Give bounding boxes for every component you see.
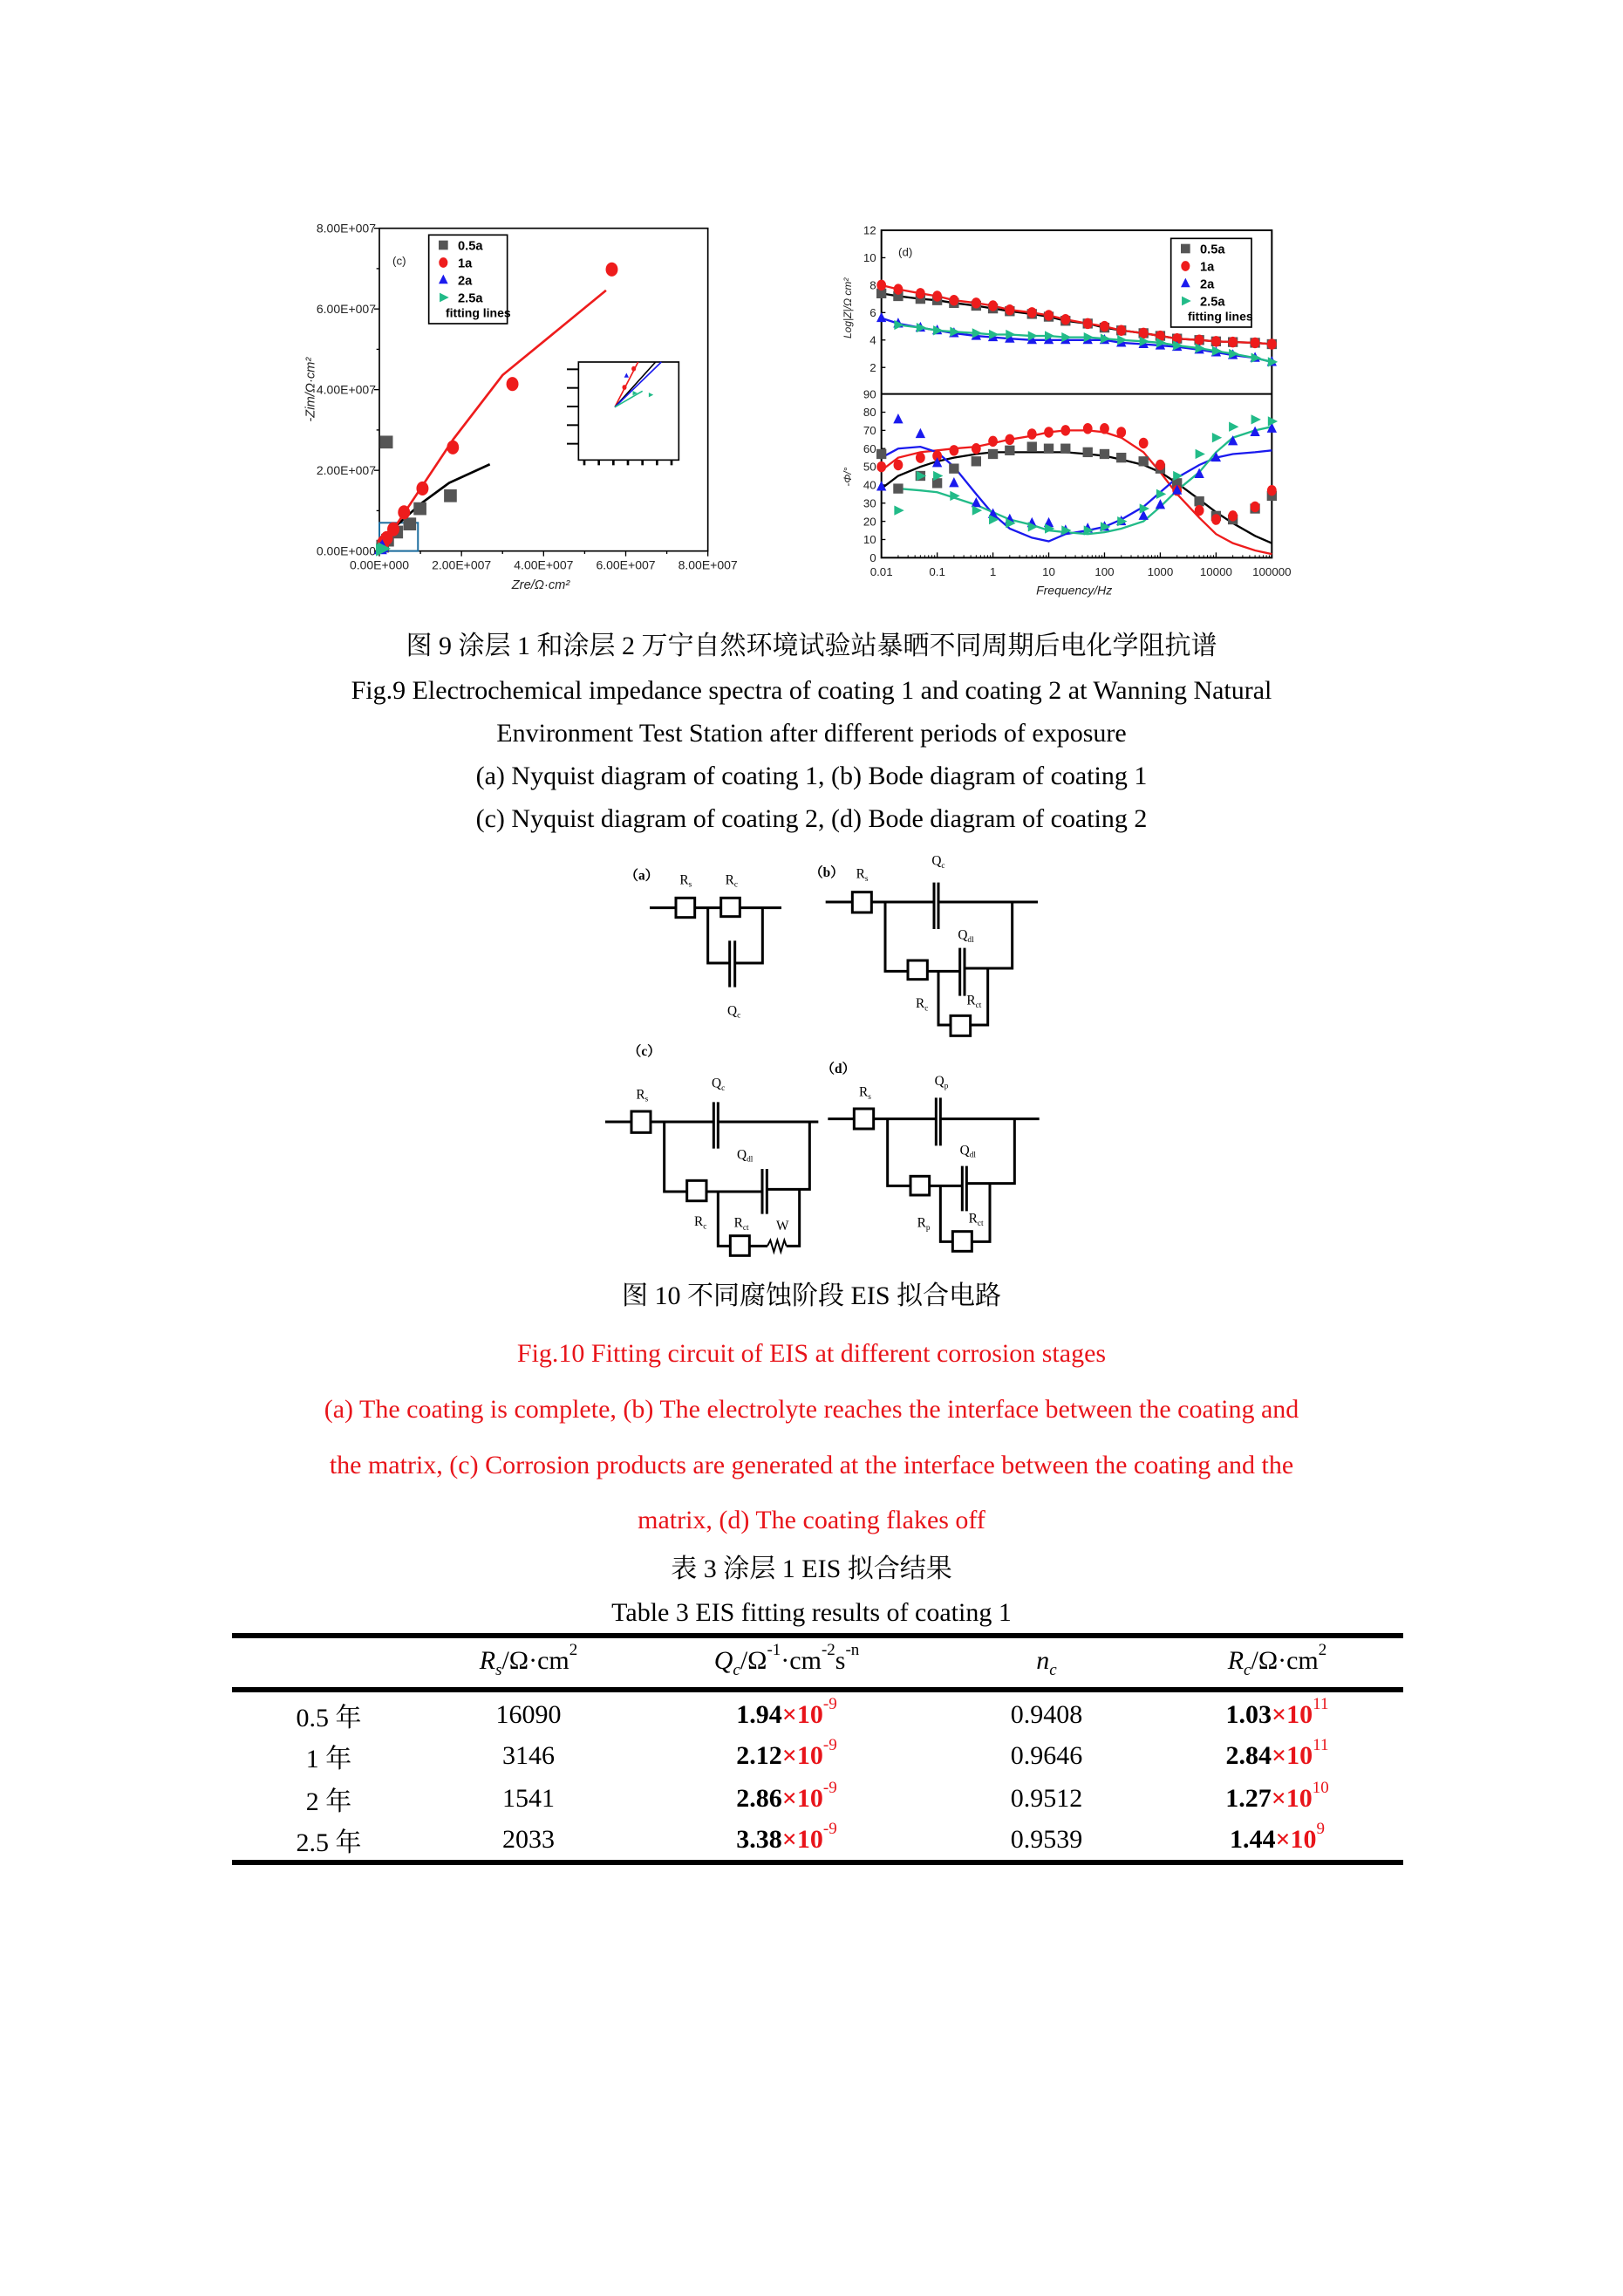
label-qdl: $Q_{dl}$ — [958, 927, 974, 945]
panel-label: (d) — [898, 245, 913, 259]
cell-nc: 0.9512 — [1010, 1783, 1083, 1813]
fig9-title-cn: 图 9 涂层 1 和涂层 2 万宁自然环境试验站暴晒不同周期后电化学阻抗谱 — [406, 632, 1217, 660]
y-bottom-tick-label: 70 — [863, 424, 876, 438]
legend-label: 2a — [458, 274, 473, 289]
label-qdl: $Q_{dl}$ — [737, 1147, 754, 1165]
fig10-description-3: matrix, (d) The coating flakes off — [638, 1506, 985, 1534]
data-point-1a — [398, 505, 410, 519]
capacitor-qc-symbol — [730, 940, 735, 987]
eis-fitting-results-table — [232, 1633, 1403, 1865]
y-top-tick-label: 12 — [863, 223, 876, 237]
impedance-point-1a — [1100, 321, 1109, 331]
phase-point-1a — [916, 452, 925, 462]
phase-point-1a — [1100, 423, 1109, 434]
phase-point-1a — [988, 436, 998, 447]
table3-title-cn: 表 3 涂层 1 EIS 拟合结果 — [671, 1555, 952, 1583]
y-bottom-tick-label: 10 — [863, 533, 876, 547]
x-tick-label: 1 — [989, 565, 997, 578]
phase-point-1a — [1195, 505, 1204, 516]
phase-point-1a — [876, 461, 886, 472]
data-point-1a — [416, 482, 428, 495]
y-tick-label: 6.00E+007 — [316, 301, 376, 316]
y-bottom-tick-label: 90 — [863, 387, 876, 401]
phase-point-1a — [1116, 427, 1126, 437]
phase-point-0.5a — [1060, 444, 1070, 454]
y-axis-label-bottom: -Φ/° — [842, 467, 854, 487]
phase-point-0.5a — [972, 456, 981, 466]
y-tick-label: 8.00E+007 — [316, 221, 376, 236]
circuit-d — [828, 1097, 1039, 1251]
x-axis-label: Frequency/Hz — [1036, 583, 1113, 598]
header-qc: $Q_c/\Omega^{-1}\cdot cm^{-2}s^{-n}$ — [713, 1640, 860, 1679]
phase-point-0.5a — [1005, 446, 1014, 455]
fig10-title-en: Fig.10 Fitting circuit of EIS at different corrosion stages — [516, 1339, 1107, 1368]
label-qc: $Q_c$ — [712, 1076, 726, 1093]
capacitor-qc-symbol — [934, 883, 938, 929]
impedance-point-1a — [916, 288, 925, 298]
table-row — [232, 1820, 1403, 1862]
resistor-rs-symbol — [676, 898, 695, 917]
resistor-rc-symbol — [908, 960, 927, 980]
impedance-point-1a — [1083, 318, 1093, 329]
label-rs: $R_s$ — [859, 1084, 871, 1102]
legend-marker-0.5a — [439, 241, 448, 250]
phase-point-1a — [1044, 427, 1054, 437]
cell-rc: $2.84\times 10^{11}$ — [1225, 1735, 1329, 1770]
phase-point-2.5a — [1212, 433, 1222, 442]
label-w: W — [776, 1219, 789, 1233]
impedance-point-1a — [988, 300, 998, 311]
x-tick-label: 6.00E+007 — [596, 557, 656, 572]
label-rct: $R_{ct}$ — [966, 993, 982, 1010]
table-row — [232, 1777, 1403, 1820]
header-rc: $R_c/\Omega\cdot cm^2$ — [1227, 1640, 1327, 1679]
resistor-rct-symbol — [952, 1232, 972, 1252]
resistor-rc-symbol — [687, 1180, 706, 1200]
legend-label: 2a — [1200, 277, 1215, 292]
data-point-1a — [507, 377, 519, 391]
impedance-point-2a — [876, 312, 886, 322]
inset-frame — [578, 362, 679, 460]
label-rc: $R_c$ — [694, 1214, 707, 1232]
cell-qc: $2.12\times 10^{-9}$ — [736, 1735, 837, 1770]
label-qp: $Q_p$ — [934, 1074, 949, 1091]
data-point-0.5a — [413, 502, 426, 516]
resistor-rs-symbol — [854, 1109, 873, 1129]
x-tick-label: 8.00E+007 — [678, 557, 738, 572]
table-row — [232, 1734, 1403, 1777]
data-point-0.5a — [444, 489, 457, 502]
label-rct: $R_{ct}$ — [968, 1211, 984, 1228]
fig9-title-en-1: Fig.9 Electrochemical impedance spectra of coating 1 and coating 2 at Wanning Natural — [351, 676, 1272, 705]
panel-label: (c) — [392, 254, 406, 268]
header-period — [232, 1636, 426, 1690]
nyquist-chart — [297, 209, 855, 602]
impedance-point-1a — [932, 290, 942, 301]
impedance-point-1a — [1060, 314, 1070, 325]
impedance-point-1a — [1116, 325, 1126, 336]
phase-point-0.5a — [988, 449, 998, 459]
fig10-title-cn: 图 10 不同腐蚀阶段 EIS 拟合电路 — [622, 1281, 1001, 1310]
resistor-rp-symbol — [910, 1176, 930, 1195]
phase-point-1a — [1211, 514, 1221, 524]
phase-point-1a — [894, 460, 904, 470]
phase-point-1a — [949, 445, 958, 455]
fig9-subcaption-1: (a) Nyquist diagram of coating 1, (b) Bode diagram of coating 1 — [475, 762, 1148, 790]
y-axis-label-top: Log|Z|/Ω cm² — [842, 277, 854, 339]
label-rs: $R_s$ — [636, 1087, 649, 1104]
legend-fit-label: fitting lines — [446, 305, 511, 320]
phase-point-1a — [1251, 502, 1260, 512]
phase-point-2.5a — [1196, 449, 1205, 459]
label-rct: $R_{ct}$ — [733, 1215, 749, 1233]
phase-point-2a — [893, 413, 903, 423]
capacitor-qdl-symbol — [762, 1169, 767, 1214]
phase-point-1a — [1083, 423, 1093, 434]
cell-rc: $1.03\times 10^{11}$ — [1225, 1695, 1329, 1729]
y-axis-label: -Zim/Ω·cm² — [303, 357, 318, 422]
phase-point-1a — [1156, 460, 1165, 470]
x-tick-label: 10000 — [1199, 565, 1232, 578]
phase-point-0.5a — [1100, 449, 1109, 459]
phase-point-2a — [949, 477, 958, 487]
cell-period: 0.5 年 — [296, 1704, 362, 1732]
circuit-a-label: （a） — [624, 868, 658, 884]
impedance-point-1a — [972, 297, 981, 308]
legend-label: 0.5a — [458, 239, 483, 254]
impedance-point-1a — [894, 284, 904, 294]
x-tick-label: 0.1 — [929, 565, 945, 578]
fig10-description-2: the matrix, (c) Corrosion products are generated at the interface between the coating and the — [329, 1451, 1294, 1479]
capacitor-qp-symbol — [936, 1097, 940, 1145]
y-top-tick-label: 6 — [869, 306, 876, 319]
legend-label: 1a — [1200, 260, 1215, 275]
legend-label: 0.5a — [1200, 243, 1225, 257]
y-bottom-tick-label: 30 — [863, 496, 876, 510]
label-rs: $R_s$ — [679, 872, 692, 890]
capacitor-qdl-symbol — [960, 948, 965, 996]
impedance-point-1a — [1251, 338, 1260, 348]
legend-marker-1a — [1181, 261, 1190, 271]
legend-label: 2.5a — [458, 291, 483, 306]
resistor-rs-symbol — [631, 1111, 651, 1132]
inset-data-point — [631, 366, 636, 372]
warburg-element-symbol — [767, 1240, 787, 1252]
x-tick-label: 0.00E+000 — [349, 557, 410, 572]
equivalent-circuits — [262, 846, 1395, 1265]
resistor-rct-symbol — [951, 1015, 971, 1035]
y-tick-label: 2.00E+007 — [316, 462, 376, 477]
label-qc: $Q_c$ — [727, 1003, 741, 1021]
legend — [429, 235, 511, 324]
bode-chart — [842, 209, 1378, 602]
phase-point-0.5a — [1083, 448, 1093, 457]
data-point-1a — [606, 263, 618, 277]
phase-point-0.5a — [1194, 496, 1204, 506]
y-bottom-tick-label: 80 — [863, 406, 876, 420]
phase-point-0.5a — [876, 449, 886, 459]
fig9-title-en-2: Environment Test Station after different periods of exposure — [496, 719, 1127, 748]
y-tick-label: 0.00E+000 — [316, 543, 376, 558]
cell-rs: 1541 — [502, 1783, 555, 1813]
y-bottom-tick-label: 40 — [863, 478, 876, 492]
legend — [1171, 238, 1253, 327]
circuit-b — [826, 883, 1038, 1036]
phase-point-1a — [1060, 425, 1070, 435]
impedance-point-1a — [876, 280, 886, 290]
y-bottom-tick-label: 50 — [863, 460, 876, 474]
legend-marker-1a — [439, 257, 447, 268]
phase-point-0.5a — [1116, 453, 1126, 462]
cell-qc: $3.38\times 10^{-9}$ — [736, 1820, 837, 1854]
phase-point-1a — [972, 443, 981, 454]
phase-point-1a — [1267, 485, 1277, 495]
impedance-point-1a — [949, 295, 958, 305]
x-tick-label: 10 — [1042, 565, 1055, 578]
x-tick-label: 2.00E+007 — [432, 557, 492, 572]
legend-marker-0.5a — [1181, 244, 1190, 254]
x-tick-label: 1000 — [1147, 565, 1174, 578]
label-qdl: $Q_{dl}$ — [959, 1143, 977, 1160]
x-tick-label: 100000 — [1252, 565, 1292, 578]
phase-point-2a — [916, 428, 925, 438]
cell-rc: $1.27\times 10^{10}$ — [1225, 1778, 1329, 1813]
y-top-tick-label: 8 — [869, 278, 876, 292]
label-rc: $R_c$ — [725, 872, 739, 890]
fig10-description-1: (a) The coating is complete, (b) The electrolyte reaches the interface between the coating and — [324, 1395, 1299, 1424]
resistor-rct-symbol — [730, 1236, 749, 1256]
circuit-d-label: （d） — [821, 1062, 856, 1076]
phase-point-1a — [1228, 510, 1238, 521]
circuit-b-label: （b） — [809, 865, 844, 880]
legend-label: 2.5a — [1200, 295, 1225, 310]
table-header-row — [232, 1636, 1403, 1690]
cell-nc: 0.9539 — [1010, 1825, 1083, 1854]
impedance-point-1a — [1228, 337, 1238, 347]
cell-nc: 0.9646 — [1010, 1740, 1083, 1770]
phase-point-0.5a — [1044, 444, 1054, 454]
label-rc: $R_c$ — [916, 996, 929, 1014]
x-tick-label: 4.00E+007 — [514, 557, 574, 572]
inset-plot — [567, 362, 679, 465]
capacitor-qdl-symbol — [962, 1166, 966, 1212]
cell-nc: 0.9408 — [1010, 1700, 1083, 1729]
phase-point-0.5a — [893, 483, 903, 493]
data-point-0.5a — [404, 517, 417, 530]
inset-data-point — [622, 385, 626, 390]
fig9-subcaption-2: (c) Nyquist diagram of coating 2, (d) Bode diagram of coating 2 — [475, 804, 1148, 833]
circuit-c-label: （c） — [628, 1044, 661, 1059]
cell-rs: 3146 — [502, 1740, 555, 1770]
phase-point-1a — [1139, 438, 1149, 448]
data-point-0.5a — [380, 435, 393, 448]
x-tick-label: 100 — [1095, 565, 1115, 578]
circuit-a — [650, 898, 781, 987]
y-top-tick-label: 10 — [863, 251, 876, 265]
cell-period: 2.5 年 — [296, 1828, 362, 1857]
x-tick-label: 0.01 — [869, 565, 893, 578]
phase-point-2.5a — [1229, 422, 1238, 432]
phase-point-0.5a — [949, 463, 958, 473]
header-nc: $n_c$ — [1036, 1645, 1057, 1679]
legend-fit-label: fitting lines — [1188, 309, 1253, 324]
y-top-tick-label: 4 — [869, 333, 876, 347]
label-rp: $R_p$ — [917, 1215, 931, 1233]
phase-point-0.5a — [1139, 456, 1149, 466]
cell-qc: $1.94\times 10^{-9}$ — [736, 1695, 837, 1729]
data-point-1a — [447, 441, 459, 454]
phase-point-1a — [1027, 428, 1037, 439]
cell-rs: 2033 — [502, 1825, 555, 1854]
cell-period: 2 年 — [305, 1787, 352, 1816]
impedance-point-1a — [1267, 338, 1277, 349]
phase-point-0.5a — [1027, 441, 1037, 451]
y-bottom-tick-label: 60 — [863, 441, 876, 455]
phase-point-2.5a — [894, 505, 904, 515]
cell-rc: $1.44\times 10^9$ — [1229, 1820, 1326, 1854]
phase-point-1a — [1005, 434, 1014, 445]
legend-label: 1a — [458, 256, 473, 271]
impedance-point-1a — [1027, 307, 1037, 318]
header-rs: $R_s/\Omega\cdot cm^2$ — [479, 1640, 578, 1679]
capacitor-qc-symbol — [713, 1102, 718, 1148]
label-rs: $R_s$ — [856, 866, 869, 884]
impedance-point-1a — [1044, 310, 1054, 320]
cell-period: 1 年 — [305, 1744, 352, 1773]
y-bottom-tick-label: 0 — [869, 551, 876, 564]
cell-rs: 16090 — [495, 1700, 562, 1729]
resistor-rs-symbol — [852, 892, 871, 912]
x-axis-label: Zre/Ω·cm² — [511, 578, 570, 592]
y-top-tick-label: 2 — [869, 360, 876, 374]
resistor-rc-symbol — [721, 898, 740, 916]
table-row — [232, 1690, 1403, 1734]
impedance-point-1a — [1211, 336, 1221, 346]
y-tick-label: 4.00E+007 — [316, 382, 376, 397]
y-bottom-tick-label: 20 — [863, 515, 876, 529]
impedance-point-1a — [1005, 304, 1014, 315]
cell-qc: $2.86\times 10^{-9}$ — [736, 1778, 837, 1813]
phase-point-2.5a — [1251, 414, 1261, 424]
label-qc: $Q_c$ — [931, 853, 945, 871]
table3-title-en: Table 3 EIS fitting results of coating 1 — [611, 1598, 1012, 1627]
